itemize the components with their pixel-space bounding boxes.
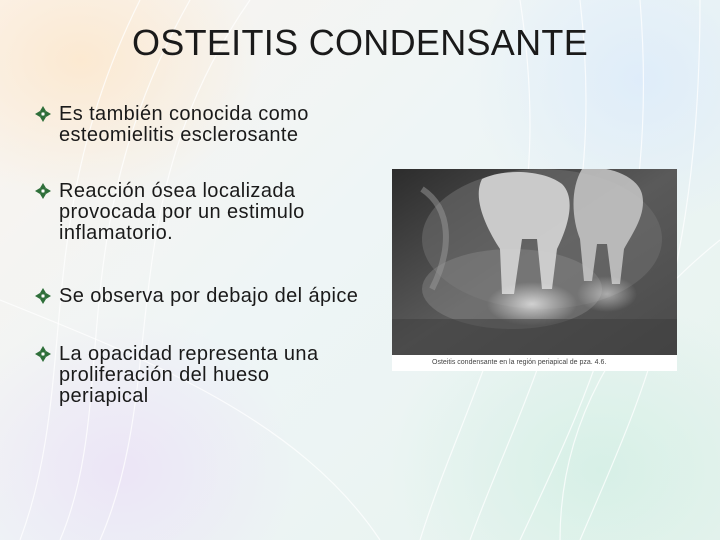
bullet-text: Es también conocida como esteomielitis esclerosante	[59, 103, 309, 146]
bullet-text: Se observa por debajo del ápice	[59, 285, 359, 307]
xray-figure	[392, 169, 677, 371]
diamond-bullet-icon	[34, 345, 52, 363]
bullet-text: Reacción ósea localizada provocada por un estimulo inflamatorio.	[59, 180, 305, 244]
diamond-bullet-icon	[34, 182, 52, 200]
dental-xray-image	[392, 169, 677, 355]
diamond-bullet-icon	[34, 287, 52, 305]
bullet-item	[34, 104, 309, 146]
bullet-text: La opacidad representa una proliferación del hueso periapical	[59, 343, 319, 407]
slide-title: OSTEITIS CONDENSANTE	[131, 22, 589, 63]
figure-caption: Osteitis condensante en la región periapical de pza. 4.6.	[432, 359, 607, 366]
diamond-bullet-icon	[34, 105, 52, 123]
bullet-item	[34, 344, 318, 407]
bullet-item	[34, 286, 358, 307]
bullet-item	[34, 181, 305, 244]
